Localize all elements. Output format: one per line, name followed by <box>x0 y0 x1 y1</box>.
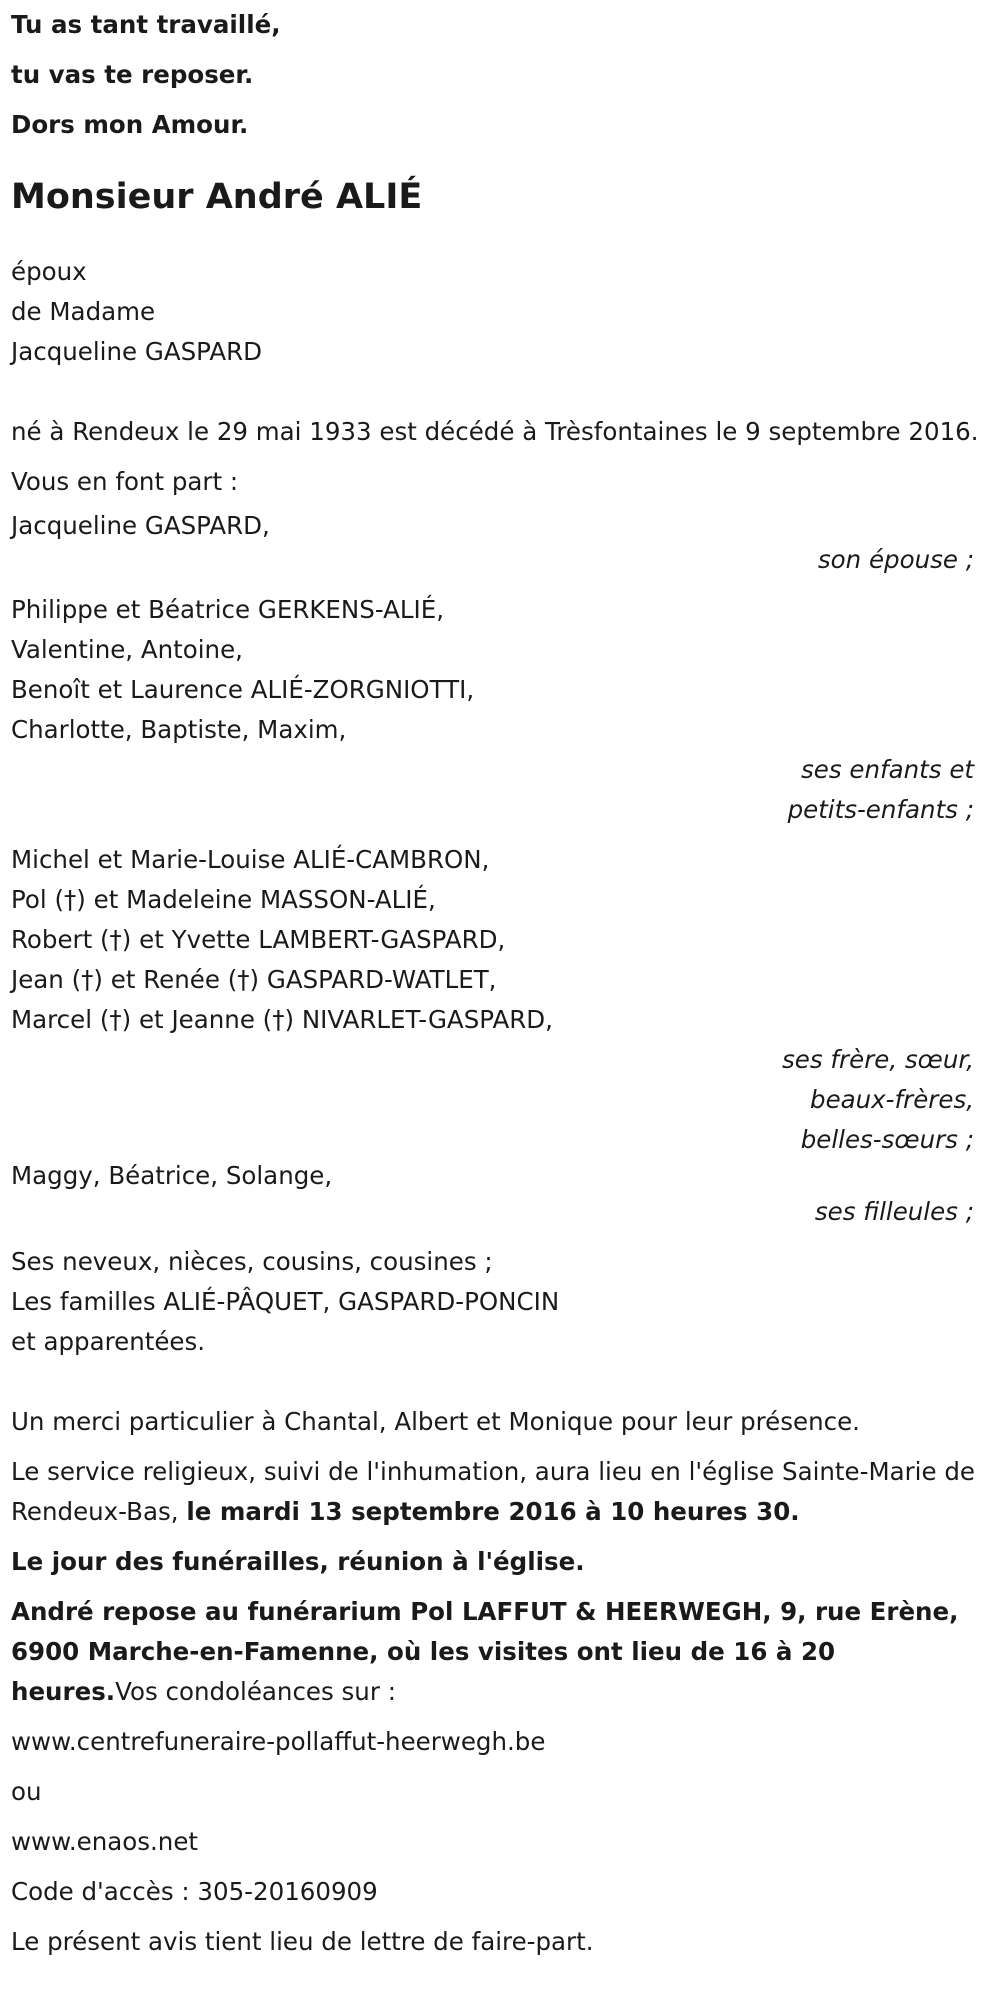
family-line: Benoît et Laurence ALIÉ-ZORGNIOTTI, <box>11 675 475 704</box>
intro-poem <box>11 0 989 150</box>
spouse-block <box>11 252 989 372</box>
family-line: Philippe et Béatrice GERKENS-ALIÉ, <box>11 595 444 624</box>
family-line: et apparentées. <box>11 1327 206 1356</box>
family-role: ses enfants et <box>801 755 974 784</box>
family-line: Robert (†) et Yvette LAMBERT-GASPARD, <box>11 925 506 954</box>
family-role: ses filleules ; <box>814 1197 974 1226</box>
family-group-children <box>11 590 989 830</box>
meeting-text: Le jour des funérailles, réunion à l'église. <box>11 1547 585 1576</box>
or-text: ou <box>11 1777 42 1806</box>
access-code-text: Code d'accès : 305-20160909 <box>11 1877 378 1906</box>
family-line: Charlotte, Baptiste, Maxim, <box>11 715 347 744</box>
family-line: Valentine, Antoine, <box>11 635 243 664</box>
family-line: Maggy, Béatrice, Solange, <box>11 1161 333 1190</box>
family-role: son épouse ; <box>817 545 974 574</box>
family-line: Ses neveux, nièces, cousins, cousines ; <box>11 1247 493 1276</box>
family-group-goddaughters <box>11 1160 989 1232</box>
family-role: ses frère, sœur, <box>782 1045 974 1074</box>
spouse-line: Jacqueline GASPARD <box>11 337 263 366</box>
family-role: belles-sœurs ; <box>800 1125 974 1154</box>
family-line: Michel et Marie-Louise ALIÉ-CAMBRON, <box>11 845 490 874</box>
thanks-text: Un merci particulier à Chantal, Albert et Monique pour leur présence. <box>11 1407 860 1436</box>
service-date: le mardi 13 septembre 2016 à 10 heures 30. <box>186 1497 800 1526</box>
family-group-extended <box>11 1242 989 1362</box>
condolences-label: Vos condoléances sur : <box>115 1677 396 1706</box>
family-line: Les familles ALIÉ-PÂQUET, GASPARD-PONCIN <box>11 1287 560 1316</box>
family-line: Pol (†) et Madeleine MASSON-ALIÉ, <box>11 885 436 914</box>
announce-text: Vous en font part : <box>11 467 239 496</box>
repose-location: André repose au funérarium Pol LAFFUT & HEERWEGH, 9, rue Erène, 6900 Marche-en-Famenne, où les visites ont lieu de 16 à 20 heures. <box>11 1597 959 1706</box>
family-line: Jean (†) et Renée (†) GASPARD-WATLET, <box>11 965 497 994</box>
intro-line: tu vas te reposer. <box>11 60 254 89</box>
spouse-line: de Madame <box>11 297 156 326</box>
service-prefix: Le service religieux, suivi de l'inhumation, aura lieu en l'église Sainte-Marie de Rendeux-Bas, <box>11 1457 975 1526</box>
spouse-line: époux <box>11 257 87 286</box>
birth-death-text: né à Rendeux le 29 mai 1933 est décédé à Trèsfontaines le 9 septembre 2016. <box>11 417 979 446</box>
family-role: beaux-frères, <box>810 1085 974 1114</box>
website-link-funeral-home[interactable]: www.centrefuneraire-pollaffut-heerwegh.be <box>11 1727 546 1756</box>
intro-line: Tu as tant travaillé, <box>11 10 281 39</box>
family-group-spouse <box>11 512 989 580</box>
family-group-siblings <box>11 840 989 1160</box>
family-line: Jacqueline GASPARD, <box>11 511 270 540</box>
website-link-enaos[interactable]: www.enaos.net <box>11 1827 199 1856</box>
closing-text: Le présent avis tient lieu de lettre de faire-part. <box>11 1927 594 1956</box>
intro-line: Dors mon Amour. <box>11 110 249 139</box>
service-text <box>11 1452 989 1532</box>
deceased-name: Monsieur André ALIÉ <box>11 177 423 217</box>
repose-text <box>11 1592 989 1712</box>
family-line: Marcel (†) et Jeanne (†) NIVARLET-GASPARD, <box>11 1005 553 1034</box>
family-role: petits-enfants ; <box>787 795 974 824</box>
